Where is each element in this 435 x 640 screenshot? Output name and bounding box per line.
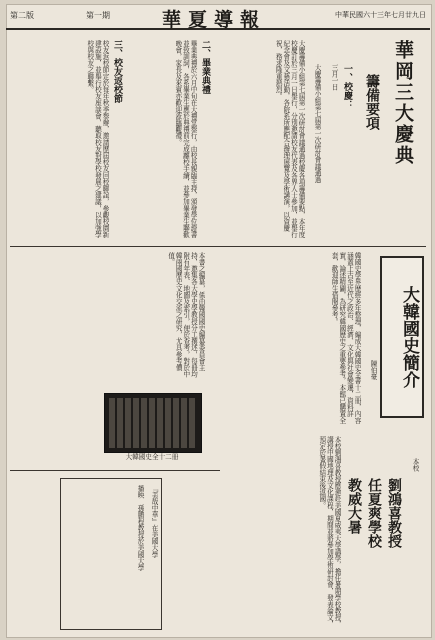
lower-divider (10, 470, 220, 471)
notice-body: 本校劉鴻喜教授應邀赴美國夏威夷大學講學，擔任暑期學校教授，講授中國地理及文化課程，期間並將參加學術研討會，發表論文，預定於暑假結束後返國。 (317, 436, 341, 628)
book-caption: 大韓國史全十二冊 (125, 453, 179, 461)
paper-name: 華夏導報 (162, 9, 267, 31)
issue-label: 第一期 (86, 11, 110, 20)
date-label: 中華民國六十三年七月廿九日 (335, 11, 426, 19)
lead-item-2: 二、畢業典禮 (200, 40, 210, 94)
sidebar-line-1: 『美哉中華』在美國大學 (150, 485, 158, 558)
book-set-photo (104, 393, 202, 453)
masthead (6, 4, 430, 30)
edition-label: 第二版 (10, 11, 34, 20)
section-divider (10, 246, 426, 247)
lead-body-c: 校友返校節定於每年秋季舉辦，邀請歷屆校友回校聯誼，參觀校園新建設施，並舉行校友座談會，聽取校友對學校發展之建議，以加強學校與校友之聯繫。 (85, 40, 109, 238)
lead-item-3: 三、校友返校節 (112, 40, 122, 103)
feature-body-b: 本書之編纂，係由韓國國史編纂委員會主持，邀集各大學史學教授分工撰述，每冊均附有年表、地圖及索引，便於查考，對於中韓兩國歷史文化交流之研究，尤具參考價值。 (166, 252, 205, 378)
lead-body-b: 畢業典禮於六月中旬在大禮堂舉行，由校長親臨主持，頒發學位證書並致訓詞，各系畢業生應於典禮前完成離校手續，並參加畢業生聯歡晚會，家長及來賓亦歡迎蒞臨觀禮。 (173, 40, 197, 238)
feature-body-a: 韓國史學界歷經多年整理，編成大韓國史全書十二冊，內容涵蓋上古至近代之政治、經濟、文化與社會變遷，資料詳實，論述精闢，為研究韓國歷史之重要參考，本館已購置全套，歡迎師生借閱參考。 (330, 252, 361, 424)
lead-subtitle: 籌備要項 (364, 74, 380, 130)
notice-title-3: 教威大暑 (346, 478, 362, 534)
sidebar-line-2: 播映 孫鹏程教授於美國大學 (136, 485, 144, 571)
notice-lead: 本校 (411, 458, 419, 472)
lead-dateline: 三月一日 (330, 64, 338, 91)
notice-title-1: 劉鴻喜教授 (386, 478, 402, 548)
sidebar-box (60, 478, 162, 630)
lead-body-a: 大慶籌備小組第七屆第一次研討會議通過校慶各項籌備要點，本年度校慶訂於三月一日舉行，分別邀請校友代表及各界人士參加，並舉行紀念會及文藝活動，各院系所應配合辦理展覽及學術講演，以資慶祝，務求隆重熱烈。 (274, 40, 305, 238)
feature-title-box: 大韓國史簡介 (380, 256, 424, 418)
lead-item-1: 一、校慶： (342, 64, 352, 109)
notice-title-2: 任夏爽學校 (366, 478, 382, 548)
lead-title: 華岡三大慶典 (392, 40, 414, 166)
lead-intro: 大慶籌備小組第七屆第一次研討會議通過 (313, 64, 321, 183)
feature-byline: 陳伯豪 (369, 360, 377, 380)
